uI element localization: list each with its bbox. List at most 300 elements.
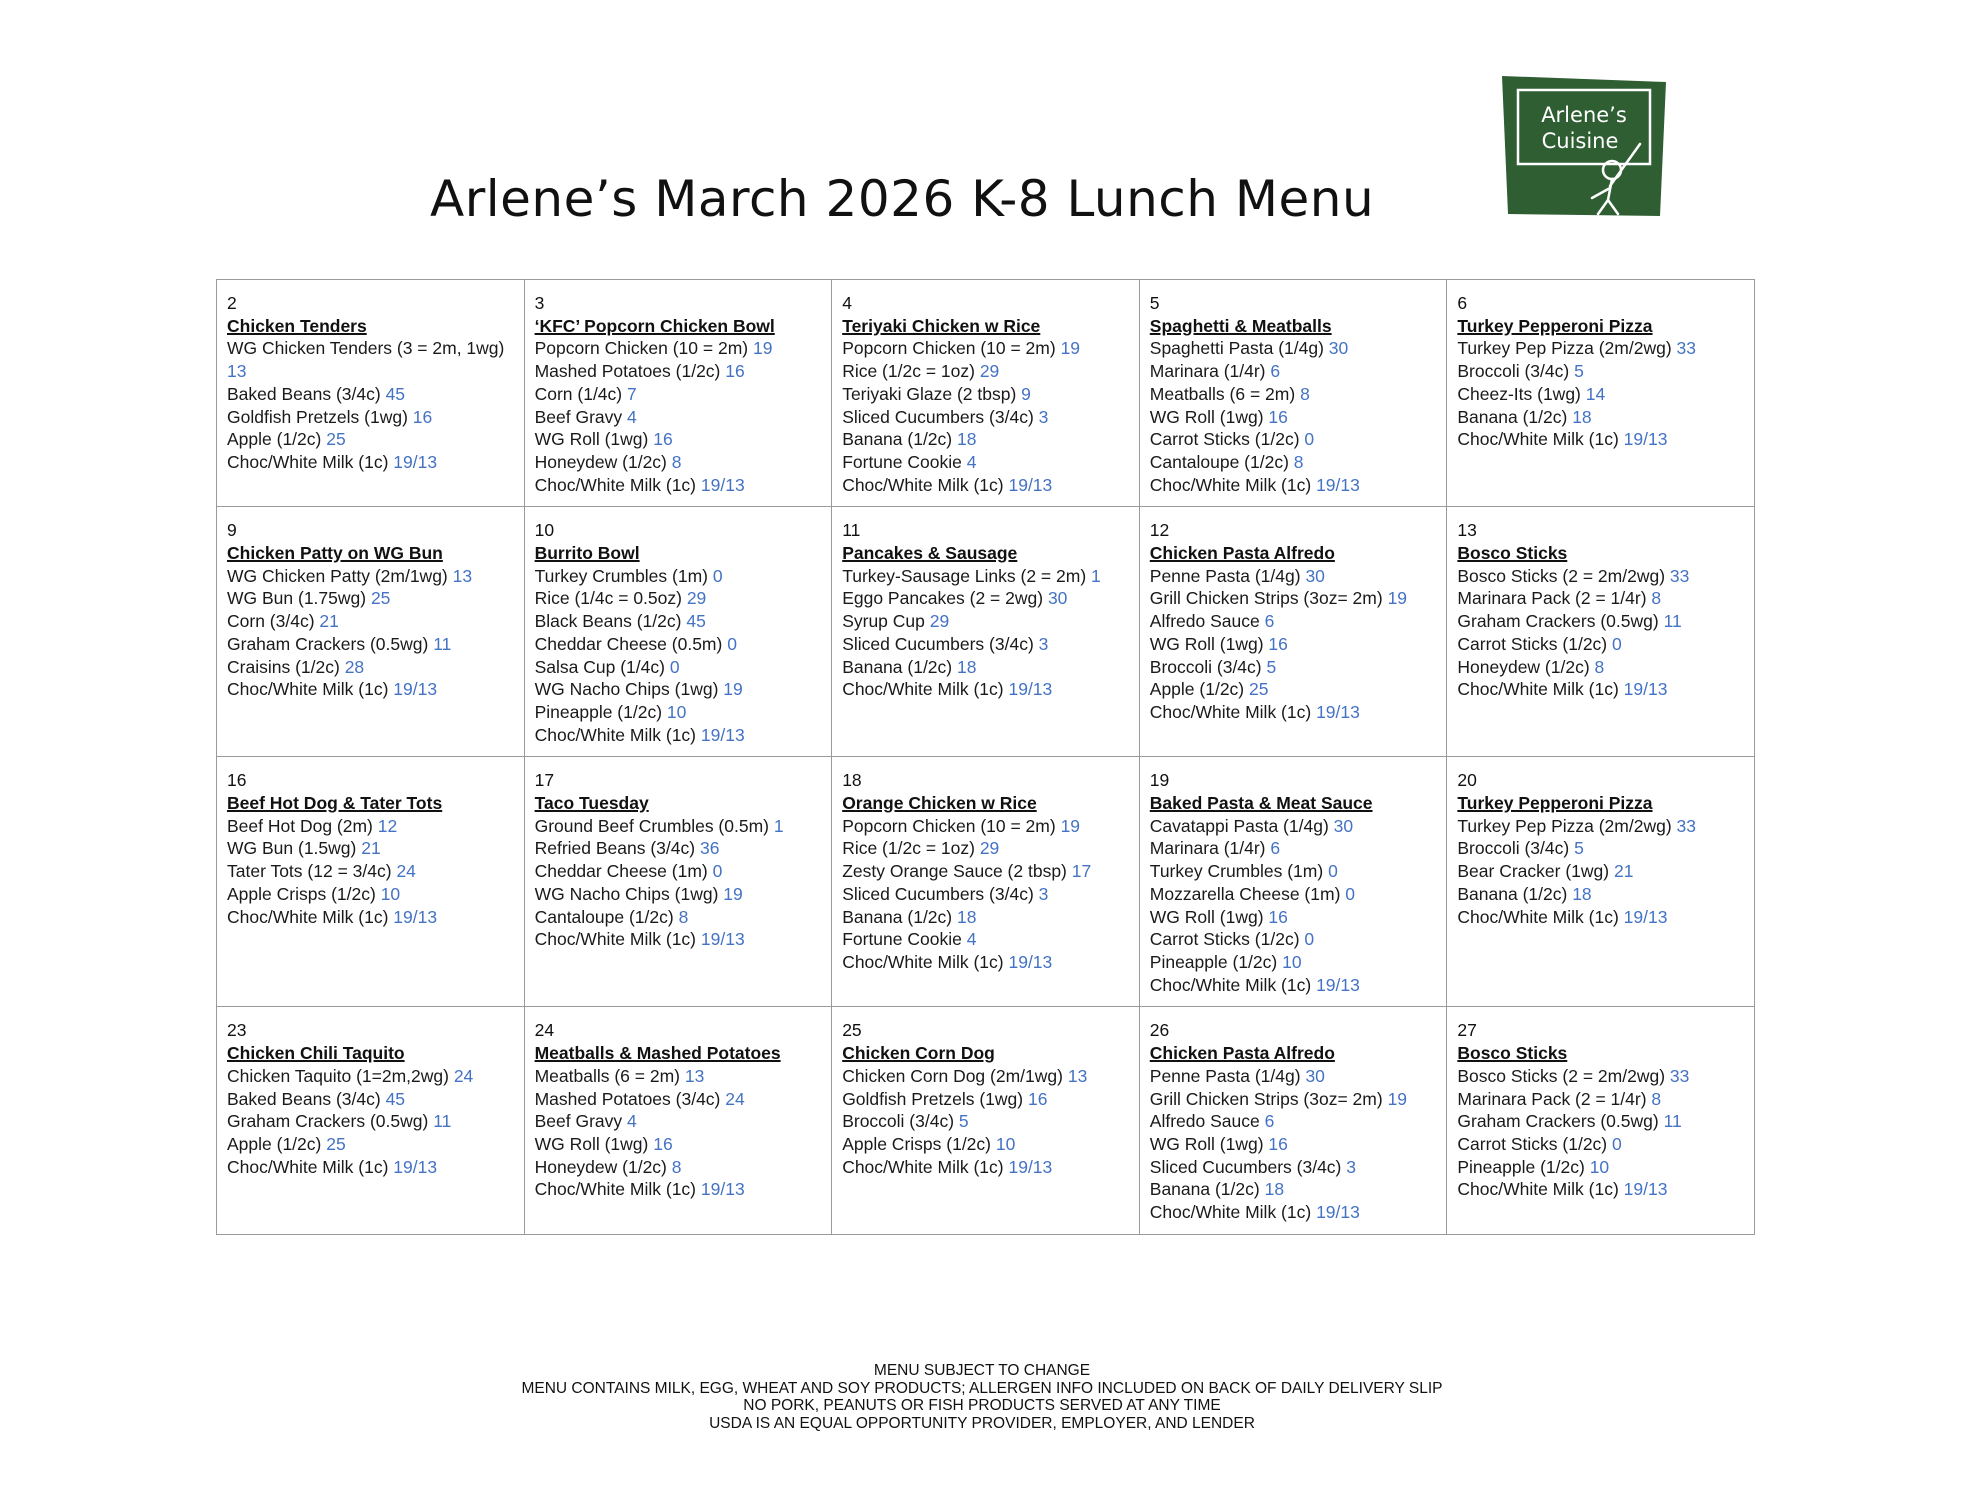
menu-item-name: Tater Tots (12 = 3/4c) <box>227 861 392 882</box>
menu-item-name: Honeydew (1/2c) <box>534 451 667 472</box>
carb-count: 1 <box>1091 565 1101 586</box>
carb-count: 45 <box>686 611 706 632</box>
carb-count: 21 <box>319 611 339 632</box>
carb-count: 29 <box>929 611 950 632</box>
menu-item <box>1150 1110 1437 1133</box>
menu-item-name: Carrot Sticks (1/2c) <box>1457 1133 1608 1154</box>
footer-line: MENU CONTAINS MILK, EGG, WHEAT AND SOY PRODUCTS; ALLERGEN INFO INCLUDED ON BACK OF DAILY DELIVERY SLIP <box>521 1379 1443 1397</box>
carb-count: 36 <box>699 838 720 859</box>
carb-count: 0 <box>712 565 723 586</box>
menu-item-name: Choc/White Milk (1c) <box>1149 1202 1312 1223</box>
menu-item <box>842 474 1129 497</box>
menu-item <box>227 1110 514 1133</box>
day-cell <box>524 507 832 757</box>
menu-item <box>842 906 1129 929</box>
carb-count: 30 <box>1333 815 1354 836</box>
carb-count: 0 <box>1304 429 1315 450</box>
menu-item <box>1150 883 1437 906</box>
carb-count: 4 <box>966 929 977 950</box>
menu-item <box>535 1133 822 1156</box>
menu-item <box>1457 337 1744 360</box>
menu-item-name: WG Roll (1wg) <box>534 429 649 450</box>
carb-count: 13 <box>227 361 247 382</box>
menu-item-name: Choc/White Milk (1c) <box>227 1156 389 1177</box>
menu-item-name: WG Chicken Patty (2m/1wg) <box>227 565 448 586</box>
lunch-menu-calendar <box>216 279 1755 1235</box>
menu-item <box>1150 1088 1437 1111</box>
menu-item <box>1457 610 1744 633</box>
day-number: 18 <box>842 770 862 791</box>
carb-count: 19 <box>1387 1088 1408 1109</box>
menu-item <box>535 565 822 588</box>
logo-text-line2: Cuisine <box>1541 129 1619 153</box>
menu-item <box>842 565 1129 588</box>
carb-count: 13 <box>684 1065 705 1086</box>
menu-item-name: Banana (1/2c) <box>842 429 953 450</box>
carb-count: 8 <box>1594 656 1605 677</box>
menu-item-name: Goldfish Pretzels (1wg) <box>227 406 408 427</box>
menu-item-name: Choc/White Milk (1c) <box>534 1179 697 1200</box>
day-number: 20 <box>1457 770 1477 791</box>
menu-item-name: Apple Crisps (1/2c) <box>227 883 376 904</box>
menu-item-name: Graham Crackers (0.5wg) <box>1457 1111 1659 1132</box>
menu-item-name: Honeydew (1/2c) <box>1457 656 1590 677</box>
menu-item <box>842 337 1129 360</box>
menu-item-name: Ground Beef Crumbles (0.5m) <box>534 815 769 836</box>
carb-count: 16 <box>1268 633 1288 654</box>
entree-title: Chicken Patty on WG Bun <box>227 543 443 564</box>
day-cell <box>832 280 1140 507</box>
carb-count: 19/13 <box>1008 679 1053 700</box>
menu-item-name: Choc/White Milk (1c) <box>842 474 1004 495</box>
menu-item-name: Grill Chicken Strips (3oz= 2m) <box>1149 1088 1383 1109</box>
menu-item-name: Popcorn Chicken (10 = 2m) <box>842 338 1056 359</box>
menu-item-name: Refried Beans (3/4c) <box>534 838 696 859</box>
menu-item-name: Banana (1/2c) <box>1149 1179 1260 1200</box>
menu-item-name: Beef Hot Dog (2m) <box>227 815 373 836</box>
day-number: 23 <box>227 1020 247 1041</box>
menu-item <box>1150 951 1437 974</box>
day-number: 13 <box>1457 520 1477 541</box>
menu-item-name: Apple (1/2c) <box>227 1133 322 1154</box>
entree-title: Turkey Pepperoni Pizza <box>1457 315 1653 336</box>
carb-count: 33 <box>1676 338 1696 359</box>
menu-item-name: Marinara Pack (2 = 1/4r) <box>1457 1088 1647 1109</box>
carb-count: 5 <box>1574 361 1584 382</box>
carb-count: 8 <box>671 1156 682 1177</box>
menu-item-name: Apple Crisps (1/2c) <box>842 1133 991 1154</box>
carb-count: 33 <box>1669 1065 1690 1086</box>
menu-item-name: Chicken Corn Dog (2m/1wg) <box>842 1065 1063 1086</box>
entree-title: ‘KFC’ Popcorn Chicken Bowl <box>534 315 775 336</box>
menu-item <box>842 428 1129 451</box>
menu-item-name: Choc/White Milk (1c) <box>1457 1179 1619 1200</box>
menu-item-name: Meatballs (6 = 2m) <box>1149 383 1296 404</box>
menu-item <box>227 565 514 588</box>
carb-count: 19/13 <box>393 679 438 700</box>
menu-item <box>535 337 822 360</box>
carb-count: 16 <box>1268 406 1288 427</box>
menu-item-name: Fortune Cookie <box>842 929 962 950</box>
day-cell <box>217 507 525 757</box>
entree-title: Chicken Chili Taquito <box>227 1043 405 1064</box>
menu-item-name: Bosco Sticks (2 = 2m/2wg) <box>1457 565 1666 586</box>
menu-item <box>1457 1065 1744 1088</box>
menu-item <box>535 815 822 838</box>
menu-item-name: Carrot Sticks (1/2c) <box>1457 633 1608 654</box>
menu-item-name: Syrup Cup <box>842 611 925 632</box>
menu-item <box>535 837 822 860</box>
menu-item-name: Mashed Potatoes (3/4c) <box>534 1088 721 1109</box>
carb-count: 0 <box>727 633 737 654</box>
menu-item <box>842 1088 1129 1111</box>
menu-item <box>842 383 1129 406</box>
carb-count: 14 <box>1585 383 1606 404</box>
carb-count: 19 <box>1060 338 1081 359</box>
carb-count: 24 <box>453 1065 474 1086</box>
menu-item <box>227 451 514 474</box>
menu-item-name: Choc/White Milk (1c) <box>842 1156 1004 1177</box>
carb-count: 8 <box>1293 451 1304 472</box>
menu-item <box>535 701 822 724</box>
menu-item-name: WG Bun (1.75wg) <box>227 588 367 609</box>
entree-title: Teriyaki Chicken w Rice <box>842 315 1041 336</box>
menu-item-name: Choc/White Milk (1c) <box>227 906 389 927</box>
carb-count: 19/13 <box>393 1156 438 1177</box>
carb-count: 9 <box>1021 383 1031 404</box>
menu-item <box>842 860 1129 883</box>
menu-item <box>227 860 514 883</box>
menu-item-name: WG Nacho Chips (1wg) <box>534 883 719 904</box>
menu-item <box>1150 565 1437 588</box>
day-number: 5 <box>1149 293 1160 313</box>
menu-item <box>535 724 822 747</box>
menu-item-name: Cheddar Cheese (1m) <box>534 861 708 882</box>
menu-item-name: Zesty Orange Sauce (2 tbsp) <box>842 861 1067 882</box>
carb-count: 18 <box>1264 1179 1285 1200</box>
menu-item-name: Turkey Pep Pizza (2m/2wg) <box>1457 815 1672 836</box>
menu-item <box>1150 406 1437 429</box>
carb-count: 19/13 <box>1623 906 1668 927</box>
menu-item <box>1150 815 1437 838</box>
carb-count: 17 <box>1071 861 1092 882</box>
day-cell <box>832 757 1140 1007</box>
carb-count: 25 <box>1249 679 1269 700</box>
menu-item-name: Broccoli (3/4c) <box>1457 361 1570 382</box>
carb-count: 11 <box>1663 1111 1682 1132</box>
carb-count: 28 <box>344 656 365 677</box>
carb-count: 4 <box>627 1111 637 1132</box>
menu-item <box>535 474 822 497</box>
carb-count: 19 <box>1387 588 1408 609</box>
menu-item-name: Marinara (1/4r) <box>1149 838 1266 859</box>
menu-item-name: Goldfish Pretzels (1wg) <box>842 1088 1024 1109</box>
day-number: 12 <box>1149 520 1170 541</box>
menu-item-name: Choc/White Milk (1c) <box>842 679 1004 700</box>
carb-count: 29 <box>979 838 1000 859</box>
carb-count: 19/13 <box>700 929 745 950</box>
menu-item-name: Banana (1/2c) <box>842 656 953 677</box>
day-number: 9 <box>227 520 237 541</box>
menu-item-name: Choc/White Milk (1c) <box>534 474 697 495</box>
day-number: 3 <box>534 293 545 313</box>
carb-count: 19/13 <box>1316 1202 1360 1223</box>
carb-count: 30 <box>1328 338 1349 359</box>
menu-item <box>842 1133 1129 1156</box>
week-row <box>217 507 1755 757</box>
day-cell <box>1447 1007 1755 1234</box>
menu-item-name: Bear Cracker (1wg) <box>1457 861 1610 882</box>
menu-item <box>1150 383 1437 406</box>
day-cell <box>1447 280 1755 507</box>
menu-item <box>1457 883 1744 906</box>
day-cell <box>1139 1007 1447 1234</box>
menu-item-name: Popcorn Chicken (10 = 2m) <box>842 815 1056 836</box>
day-number: 16 <box>227 770 247 791</box>
carb-count: 25 <box>370 588 391 609</box>
menu-item-name: Broccoli (3/4c) <box>842 1111 955 1132</box>
menu-item <box>1457 837 1744 860</box>
menu-item-name: Cantaloupe (1/2c) <box>534 906 674 927</box>
menu-footer-notes <box>0 1362 1964 1432</box>
carb-count: 4 <box>627 406 637 427</box>
carb-count: 16 <box>412 406 433 427</box>
menu-item-name: Broccoli (3/4c) <box>1149 656 1262 677</box>
menu-item-name: Banana (1/2c) <box>842 906 953 927</box>
day-cell <box>1447 757 1755 1007</box>
menu-item <box>1150 678 1437 701</box>
menu-item <box>1150 656 1437 679</box>
menu-item-name: Apple (1/2c) <box>227 429 322 450</box>
menu-item <box>227 1088 514 1111</box>
menu-item-name: Sliced Cucumbers (3/4c) <box>842 633 1034 654</box>
carb-count: 19/13 <box>393 906 438 927</box>
menu-item-name: Apple (1/2c) <box>1149 679 1245 700</box>
menu-item-name: Sliced Cucumbers (3/4c) <box>1149 1156 1342 1177</box>
carb-count: 19/13 <box>1316 701 1360 722</box>
menu-item <box>842 1156 1129 1179</box>
carb-count: 10 <box>1589 1156 1610 1177</box>
menu-item <box>1150 1178 1437 1201</box>
menu-item <box>1457 815 1744 838</box>
menu-item <box>842 656 1129 679</box>
menu-item <box>535 1156 822 1179</box>
menu-item-name: Sliced Cucumbers (3/4c) <box>842 406 1034 427</box>
menu-item-name: Cheddar Cheese (0.5m) <box>534 633 723 654</box>
menu-item-name: Turkey Crumbles (1m) <box>1149 861 1324 882</box>
menu-item <box>227 610 514 633</box>
menu-item <box>1150 837 1437 860</box>
carb-count: 16 <box>1027 1088 1048 1109</box>
menu-item <box>1457 360 1744 383</box>
carb-count: 3 <box>1038 406 1049 427</box>
menu-item-name: Banana (1/2c) <box>1457 406 1568 427</box>
menu-item-name: Rice (1/2c = 1oz) <box>842 838 975 859</box>
menu-item <box>842 815 1129 838</box>
menu-item-name: Spaghetti Pasta (1/4g) <box>1149 338 1324 359</box>
menu-item <box>227 1133 514 1156</box>
menu-item-name: Broccoli (3/4c) <box>1457 838 1570 859</box>
entree-title: Taco Tuesday <box>534 793 649 814</box>
carb-count: 8 <box>671 451 682 472</box>
menu-item-name: Pineapple (1/2c) <box>1149 951 1278 972</box>
footer-line: MENU SUBJECT TO CHANGE <box>873 1362 1091 1379</box>
menu-item <box>227 383 514 406</box>
carb-count: 33 <box>1669 565 1690 586</box>
carb-count: 25 <box>326 1133 346 1154</box>
menu-item <box>1150 974 1437 997</box>
menu-item <box>227 406 514 429</box>
menu-item <box>535 656 822 679</box>
menu-item-name: WG Roll (1wg) <box>1149 406 1264 427</box>
menu-item-name: Craisins (1/2c) <box>227 656 340 677</box>
menu-item <box>227 337 514 382</box>
day-cell <box>1447 507 1755 757</box>
carb-count: 30 <box>1305 565 1325 586</box>
week-row <box>217 757 1755 1007</box>
menu-item-name: Banana (1/2c) <box>1457 883 1568 904</box>
carb-count: 19/13 <box>1008 1156 1053 1177</box>
entree-title: Baked Pasta & Meat Sauce <box>1149 793 1373 814</box>
day-number: 11 <box>842 520 861 541</box>
carb-count: 16 <box>725 361 745 382</box>
menu-item <box>227 883 514 906</box>
carb-count: 19/13 <box>700 474 745 495</box>
menu-item-name: WG Roll (1wg) <box>1149 633 1264 654</box>
menu-item <box>1150 633 1437 656</box>
carb-count: 45 <box>385 383 406 404</box>
menu-item-name: WG Roll (1wg) <box>1149 906 1264 927</box>
menu-item <box>227 906 514 929</box>
menu-item <box>535 906 822 929</box>
menu-item-name: WG Nacho Chips (1wg) <box>534 679 719 700</box>
menu-item-name: Honeydew (1/2c) <box>534 1156 667 1177</box>
day-number: 26 <box>1149 1020 1170 1041</box>
carb-count: 21 <box>361 838 381 859</box>
menu-item-name: WG Chicken Tenders (3 = 2m, 1wg) <box>227 338 505 359</box>
carb-count: 4 <box>966 451 977 472</box>
menu-item <box>535 383 822 406</box>
menu-item <box>535 406 822 429</box>
carb-count: 19/13 <box>1623 429 1668 450</box>
carb-count: 18 <box>1572 406 1592 427</box>
menu-item <box>1150 1065 1437 1088</box>
menu-item-name: WG Bun (1.5wg) <box>227 838 357 859</box>
carb-count: 16 <box>1268 1133 1288 1154</box>
carb-count: 29 <box>686 588 707 609</box>
menu-item <box>1457 406 1744 429</box>
entree-title: Chicken Corn Dog <box>842 1043 995 1064</box>
menu-item-name: Popcorn Chicken (10 = 2m) <box>534 338 749 359</box>
carb-count: 6 <box>1270 361 1281 382</box>
menu-item <box>1457 678 1744 701</box>
carb-count: 8 <box>1651 588 1662 609</box>
week-row <box>217 280 1755 507</box>
menu-item <box>535 883 822 906</box>
carb-count: 10 <box>380 883 401 904</box>
carb-count: 10 <box>1282 951 1302 972</box>
day-cell <box>1139 507 1447 757</box>
menu-item-name: Beef Gravy <box>534 1111 623 1132</box>
menu-item-name: Fortune Cookie <box>842 451 962 472</box>
menu-item <box>1150 451 1437 474</box>
menu-item <box>227 815 514 838</box>
menu-item-name: Choc/White Milk (1c) <box>1457 429 1619 450</box>
menu-item <box>1150 860 1437 883</box>
menu-item-name: Cantaloupe (1/2c) <box>1149 451 1289 472</box>
day-cell <box>217 280 525 507</box>
menu-item <box>1457 1088 1744 1111</box>
carb-count: 11 <box>433 1111 452 1132</box>
entree-title: Orange Chicken w Rice <box>842 793 1037 814</box>
menu-item <box>1150 701 1437 724</box>
menu-item-name: Chicken Taquito (1=2m,2wg) <box>227 1065 449 1086</box>
carb-count: 19/13 <box>700 1179 745 1200</box>
day-cell <box>524 757 832 1007</box>
week-row <box>217 1007 1755 1234</box>
menu-item <box>1457 1178 1744 1201</box>
entree-title: Meatballs & Mashed Potatoes <box>534 1043 781 1064</box>
carb-count: 19/13 <box>393 451 438 472</box>
menu-item <box>227 428 514 451</box>
menu-item <box>842 610 1129 633</box>
footer-line: NO PORK, PEANUTS OR FISH PRODUCTS SERVED AT ANY TIME <box>743 1397 1221 1414</box>
carb-count: 0 <box>712 861 723 882</box>
menu-item-name: Choc/White Milk (1c) <box>1149 974 1312 995</box>
carb-count: 30 <box>1047 588 1068 609</box>
menu-item <box>1150 928 1437 951</box>
menu-item-name: Alfredo Sauce <box>1149 1111 1260 1132</box>
menu-item-name: Black Beans (1/2c) <box>534 611 682 632</box>
entree-title: Beef Hot Dog & Tater Tots <box>227 793 443 814</box>
carb-count: 45 <box>385 1088 406 1109</box>
day-cell <box>1139 757 1447 1007</box>
menu-item-name: Turkey Crumbles (1m) <box>534 565 708 586</box>
day-number: 27 <box>1457 1020 1477 1041</box>
carb-count: 8 <box>678 906 689 927</box>
carb-count: 18 <box>1572 883 1592 904</box>
menu-item-name: WG Roll (1wg) <box>534 1133 649 1154</box>
carb-count: 3 <box>1038 633 1049 654</box>
carb-count: 0 <box>669 656 680 677</box>
menu-item-name: Corn (1/4c) <box>534 383 623 404</box>
menu-item-name: Penne Pasta (1/4g) <box>1149 565 1301 586</box>
menu-item <box>842 951 1129 974</box>
page-title: Arlene’s March 2026 K-8 Lunch Menu <box>430 170 1375 228</box>
menu-item-name: Alfredo Sauce <box>1149 611 1260 632</box>
logo-text-line1: Arlene’s <box>1541 103 1627 127</box>
menu-item-name: Choc/White Milk (1c) <box>1457 679 1619 700</box>
menu-item <box>842 837 1129 860</box>
carb-count: 13 <box>452 565 473 586</box>
menu-item <box>842 1065 1129 1088</box>
menu-item <box>1150 906 1437 929</box>
day-number: 24 <box>534 1020 555 1041</box>
carb-count: 8 <box>1300 383 1310 404</box>
menu-item-name: Mashed Potatoes (1/2c) <box>534 361 721 382</box>
entree-title: Chicken Pasta Alfredo <box>1149 543 1335 564</box>
entree-title: Spaghetti & Meatballs <box>1149 315 1332 336</box>
menu-item-name: Penne Pasta (1/4g) <box>1149 1065 1301 1086</box>
carb-count: 16 <box>1268 906 1288 927</box>
menu-item <box>1150 474 1437 497</box>
menu-item-name: Cheez-Its (1wg) <box>1457 383 1581 404</box>
menu-item-name: Choc/White Milk (1c) <box>534 724 697 745</box>
carb-count: 11 <box>433 633 452 654</box>
menu-item-name: Rice (1/4c = 0.5oz) <box>534 588 682 609</box>
menu-item <box>1150 360 1437 383</box>
menu-item <box>535 1065 822 1088</box>
